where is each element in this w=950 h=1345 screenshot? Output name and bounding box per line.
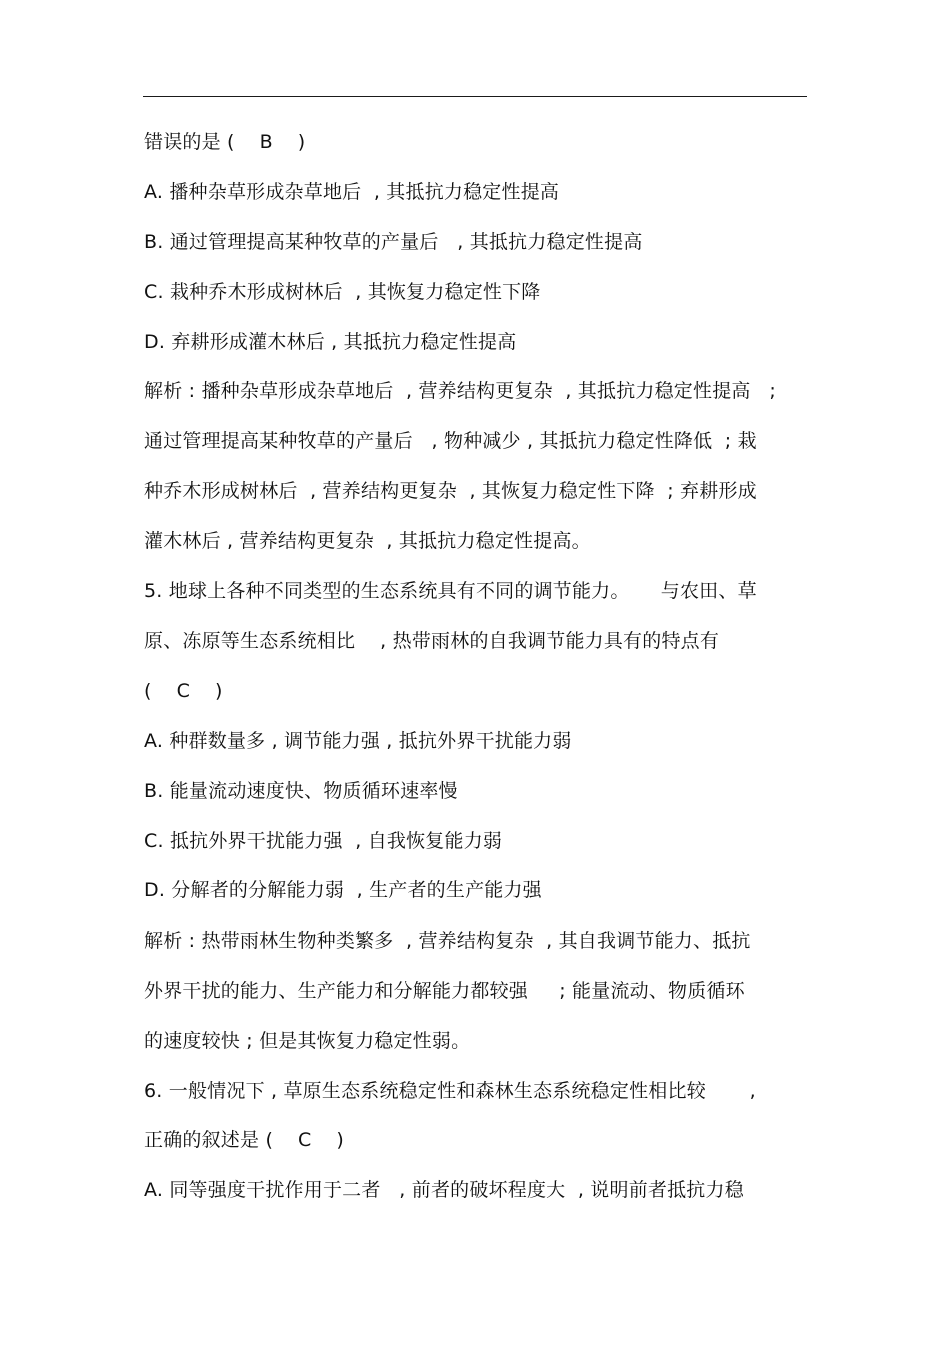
question-line: 原、冻原等生态系统相比 , 热带雨林的自我调节能力具有的特点有 [144,630,720,652]
option-c: C. 抵抗外界干扰能力强 , 自我恢复能力弱 [144,830,503,852]
option-a: A. 播种杂草形成杂草地后 , 其抵抗力稳定性提高 [144,181,560,203]
question-line: 正确的叙述是 ( C ) [144,1129,345,1151]
option-d: D. 弃耕形成灌木林后 , 其抵抗力稳定性提高 [144,331,517,353]
answer-line: ( C ) [144,680,223,702]
explanation-line: 外界干扰的能力、生产能力和分解能力都较强 ; 能量流动、物质循环 [144,980,745,1002]
option-b: B. 通过管理提高某种牧草的产量后 , 其抵抗力稳定性提高 [144,231,643,253]
question-line: 5. 地球上各种不同类型的生态系统具有不同的调节能力。 与农田、草 [144,580,757,602]
explanation-line: 的速度较快 ; 但是其恢复力稳定性弱。 [144,1030,471,1052]
option-c: C. 栽种乔木形成树林后 , 其恢复力稳定性下降 [144,281,541,303]
explanation-line: 种乔木形成树林后 , 营养结构更复杂 , 其恢复力稳定性下降 ; 弃耕形成 [144,480,757,502]
header-rule [143,96,807,97]
text-line: 错误的是 ( B ) [144,131,306,153]
explanation-line: 解析 : 播种杂草形成杂草地后 , 营养结构更复杂 , 其抵抗力稳定性提高 ; [144,380,776,402]
explanation-line: 灌木林后 , 营养结构更复杂 , 其抵抗力稳定性提高。 [144,530,591,552]
explanation-line: 解析 : 热带雨林生物种类繁多 , 营养结构复杂 , 其自我调节能力、抵抗 [144,930,751,952]
explanation-line: 通过管理提高某种牧草的产量后 , 物种减少 , 其抵抗力稳定性降低 ; 栽 [144,430,757,452]
option-a: A. 同等强度干扰作用于二者 , 前者的破坏程度大 , 说明前者抵抗力稳 [144,1179,744,1201]
option-b: B. 能量流动速度快、物质循环速率慢 [144,780,458,802]
option-d: D. 分解者的分解能力弱 , 生产者的生产能力强 [144,879,542,901]
option-a: A. 种群数量多 , 调节能力强 , 抵抗外界干扰能力弱 [144,730,572,752]
question-line: 6. 一般情况下 , 草原生态系统稳定性和森林生态系统稳定性相比较 , [144,1080,756,1102]
